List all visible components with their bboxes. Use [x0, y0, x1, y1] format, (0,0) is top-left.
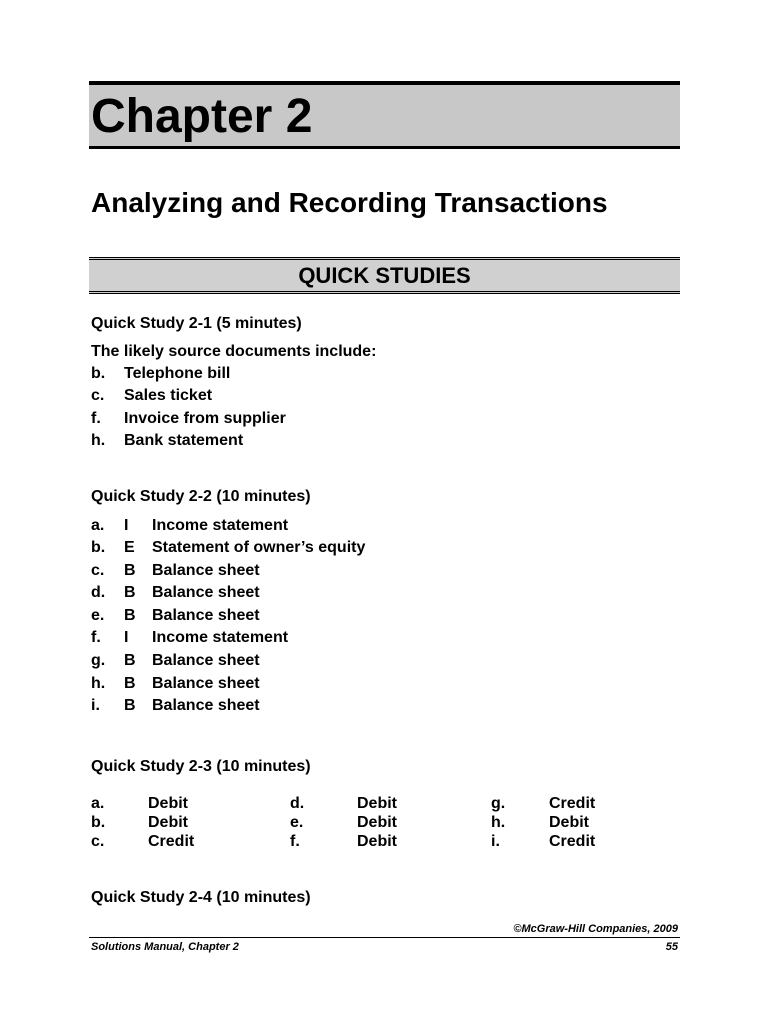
grid-item-text: Debit [357, 833, 397, 850]
list-item-code: B [124, 652, 136, 669]
list-item-code: B [124, 697, 136, 714]
section-title: QUICK STUDIES [298, 263, 471, 288]
list-item-code: B [124, 562, 136, 579]
qs3-heading: Quick Study 2-3 (10 minutes) [91, 758, 311, 775]
qs2-heading: Quick Study 2-2 (10 minutes) [91, 488, 311, 505]
list-item-text: Balance sheet [152, 607, 260, 624]
grid-item-letter: e. [290, 814, 304, 831]
grid-item-text: Credit [549, 795, 596, 812]
grid-item-text: Debit [148, 795, 188, 812]
grid-item-letter: a. [91, 795, 105, 812]
list-item-letter: d. [91, 584, 106, 601]
grid-item-text: Debit [357, 795, 397, 812]
chapter-banner [89, 81, 680, 149]
grid-item-letter: g. [491, 795, 506, 812]
qs4-heading: Quick Study 2-4 (10 minutes) [91, 889, 311, 906]
list-item-letter: a. [91, 517, 105, 534]
list-item-code: I [124, 517, 129, 534]
list-item-text: Income statement [152, 629, 289, 646]
list-item-text: Statement of owner’s equity [152, 539, 366, 556]
list-item-letter: f. [91, 629, 101, 646]
list-item-code: B [124, 607, 136, 624]
list-item-text: Invoice from supplier [124, 410, 286, 427]
grid-item-letter: h. [491, 814, 506, 831]
list-item-letter: c. [91, 387, 105, 404]
list-item-letter: h. [91, 675, 106, 692]
grid-item-letter: f. [290, 833, 300, 850]
footer-rule [89, 937, 680, 938]
list-item-letter: i. [91, 697, 100, 714]
list-item-text: Sales ticket [124, 387, 213, 404]
list-item-letter: h. [91, 432, 106, 449]
list-item-code: B [124, 675, 136, 692]
list-item-text: Balance sheet [152, 584, 260, 601]
list-item-letter: c. [91, 562, 105, 579]
qs1-heading: Quick Study 2-1 (5 minutes) [91, 315, 302, 332]
list-item-text: Balance sheet [152, 675, 260, 692]
section-banner [89, 257, 680, 294]
list-item-letter: b. [91, 539, 106, 556]
qs1-intro: The likely source documents include: [91, 343, 377, 360]
list-item-letter: g. [91, 652, 106, 669]
list-item-text: Income statement [152, 517, 289, 534]
grid-item-text: Credit [549, 833, 596, 850]
list-item-text: Telephone bill [124, 365, 231, 382]
list-item-letter: e. [91, 607, 105, 624]
list-item-code: E [124, 539, 135, 556]
grid-item-text: Debit [148, 814, 188, 831]
list-item-text: Balance sheet [152, 697, 260, 714]
grid-item-text: Debit [357, 814, 397, 831]
grid-item-letter: b. [91, 814, 106, 831]
list-item-letter: b. [91, 365, 106, 382]
grid-item-letter: i. [491, 833, 500, 850]
list-item-text: Balance sheet [152, 562, 260, 579]
footer-left: Solutions Manual, Chapter 2 [91, 941, 239, 953]
list-item-code: B [124, 584, 136, 601]
grid-item-text: Debit [549, 814, 589, 831]
chapter-subtitle: Analyzing and Recording Transactions [91, 187, 608, 218]
list-item-text: Bank statement [124, 432, 244, 449]
page-number: 55 [665, 941, 678, 953]
chapter-title: Chapter 2 [91, 90, 313, 143]
grid-item-text: Credit [148, 833, 195, 850]
list-item-code: I [124, 629, 129, 646]
copyright-notice: ©McGraw-Hill Companies, 2009 [513, 923, 678, 935]
grid-item-letter: c. [91, 833, 105, 850]
grid-item-letter: d. [290, 795, 305, 812]
list-item-letter: f. [91, 410, 101, 427]
list-item-text: Balance sheet [152, 652, 260, 669]
